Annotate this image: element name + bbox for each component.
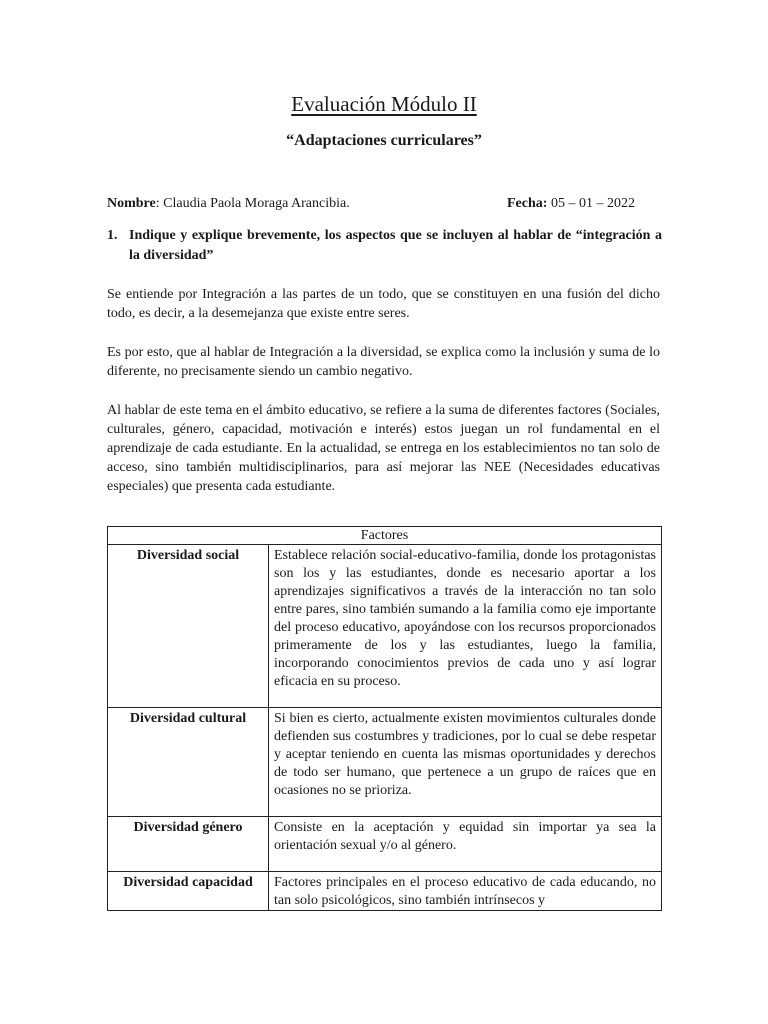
factor-description: Si bien es cierto, actualmente existen movimientos culturales donde defienden sus costumbres y tradiciones, por lo cual se debe respetar y aceptar teniendo en cuenta las mismas oportunidades y derechos de todo ser humano, que pertenece a un grupo de raíces que en ocasiones no se prioriza. — [269, 708, 662, 817]
table-row — [108, 708, 662, 817]
question-1 — [107, 226, 662, 266]
table-row — [108, 872, 662, 911]
date-field — [507, 196, 635, 212]
factor-name: Diversidad cultural — [108, 708, 269, 817]
table-header-row — [108, 527, 662, 545]
factors-table — [107, 526, 662, 911]
document-subtitle: “Adaptaciones curriculares” — [286, 132, 482, 149]
question-text: Indique y explique brevemente, los aspectos que se incluyen al hablar de “integración a la diversidad” — [129, 228, 662, 263]
question-number: 1. — [107, 228, 118, 243]
table-row — [108, 817, 662, 872]
date-value: 05 – 01 – 2022 — [547, 196, 635, 211]
factor-name: Diversidad social — [108, 545, 269, 708]
document-title: Evaluación Módulo II — [291, 92, 477, 116]
table-header: Factores — [108, 527, 662, 545]
paragraph-3: Al hablar de este tema en el ámbito educativo, se refiere a la suma de diferentes factores (Sociales, culturales, género, capacidad, motivación e interés) estos juegan un rol fundamental en el aprendizaje de cada estudiante. En la actualidad, se entrega en los establecimientos no tan solo de acceso, sino también multidisciplinarios, para así mejorar las NEE (Necesidades educativas especiales) que presenta cada estudiante. — [107, 403, 660, 494]
paragraph-1: Se entiende por Integración a las partes de un todo, que se constituyen en una fusión del dicho todo, es decir, a la desemejanza que existe entre seres. — [107, 287, 660, 321]
paragraph-2: Es por esto, que al hablar de Integración a la diversidad, se explica como la inclusión y suma de lo diferente, no precisamente siendo un cambio negativo. — [107, 345, 660, 379]
name-label: Nombre — [107, 196, 156, 211]
factor-name: Diversidad capacidad — [108, 872, 269, 911]
date-label: Fecha: — [507, 196, 548, 211]
name-value: : Claudia Paola Moraga Arancibia. — [155, 196, 350, 211]
factor-description: Establece relación social-educativo-familia, donde los protagonistas son los y las estudiantes, donde es necesario aportar a los aprendizajes significativos a través de la interacción no tan solo entre pares, sino también sumando a la familia como eje importante del proceso educativo, apoyándose con los recursos proporcionados primeramente de los y las estudiantes, luego la familia, incorporando conocimientos previos de cada uno y así lograr eficacia en su proceso. — [269, 545, 662, 708]
table-row — [108, 545, 662, 708]
factor-name: Diversidad género — [108, 817, 269, 872]
factor-description: Factores principales en el proceso educativo de cada educando, no tan solo psicológicos, sino también intrínsecos y — [269, 872, 662, 911]
student-info — [107, 196, 660, 212]
factor-description: Consiste en la aceptación y equidad sin importar ya sea la orientación sexual y/o al género. — [269, 817, 662, 872]
